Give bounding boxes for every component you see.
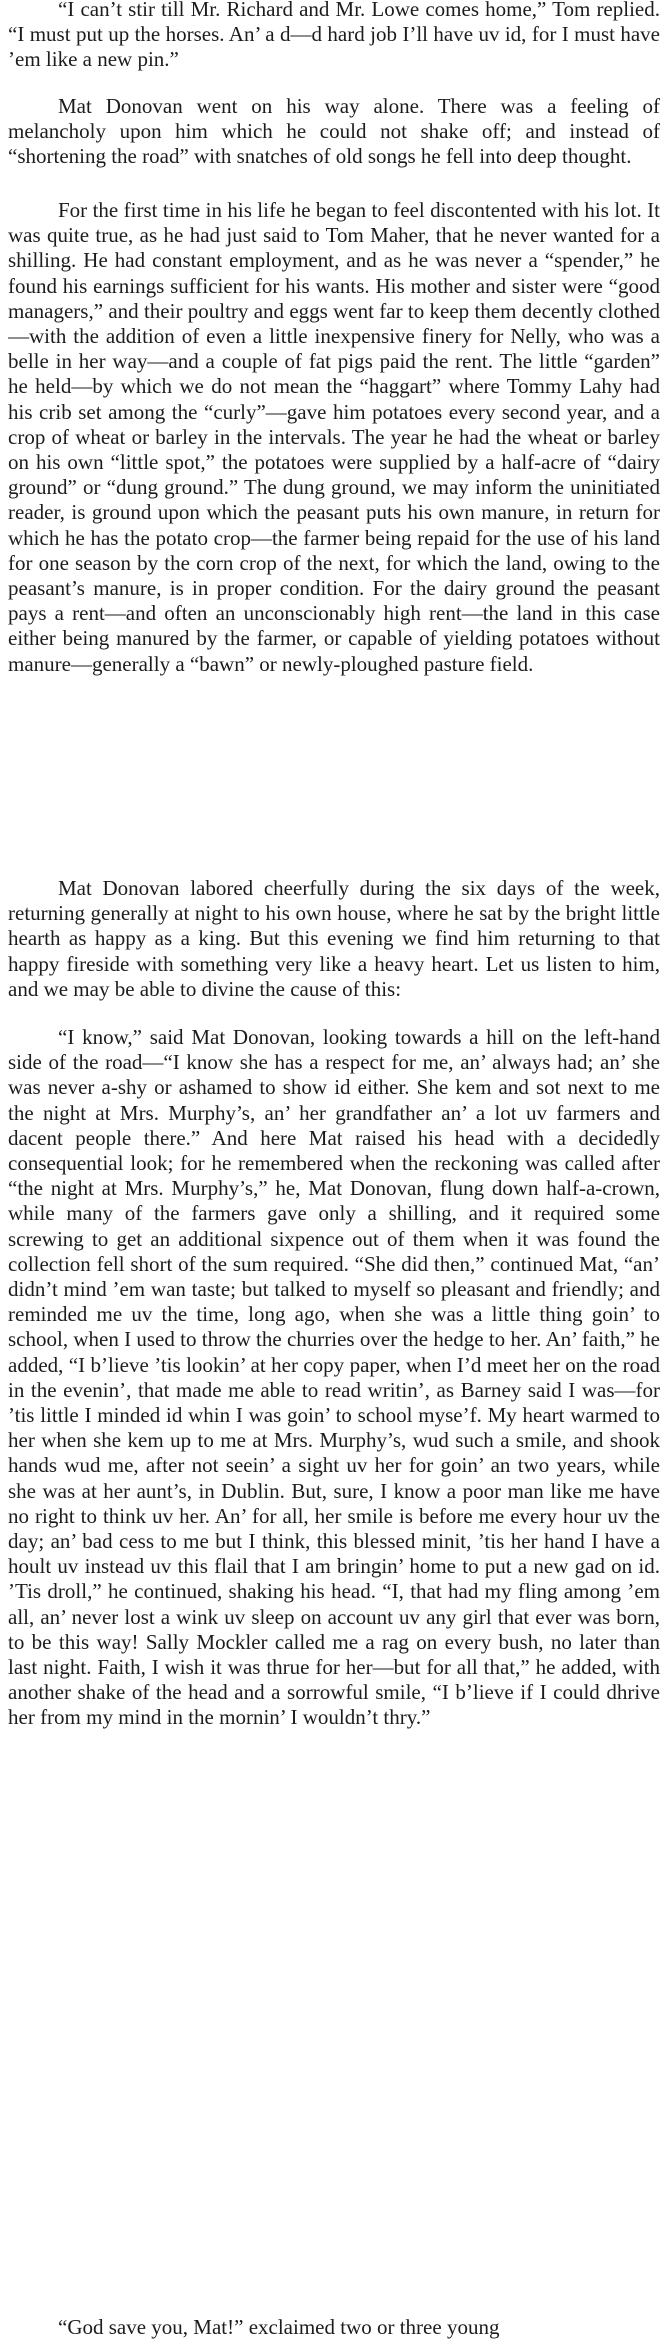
paragraph-discontent: For the first time in his life he began to feel discontented with his lot. It was quite true, as he had just said to Tom Maher, that he never wanted for a shilling. He had constant employment, and as he was never a “spender,” he found his earnings sufficient for his wants. His mother and sister were “good managers,” and their poultry and eggs went far to keep them decently clothed —with the addition of even a little inexpensive finery for Nelly, who was a belle in her way—and a couple of fat pigs paid the rent. The little “garden” he held—by which we do not mean the “haggart” where Tommy Lahy had his crib set among the “curly”—gave him potatoes every second year, and a crop of wheat or barley in the intervals. The year he had the wheat or barley on his own “little spot,” the potatoes were supplied by a half-acre of “dairy ground” or “dung ground.” The dung ground, we may inform the uninitiated reader, is ground upon which the peasant puts his own manure, in return for which he has the potato crop—the farmer being repaid for the use of his land for one season by the corn crop of the next, for which the land, owing to the peasant’s manure, is in proper condition. For the dairy ground the peasant pays a rent—and often an unconscionably high rent—the land in this case either being manured by the farmer, or capable of yielding potatoes without manure—generally a “bawn” or newly-ploughed pasture field. xyxy=(8,198,660,676)
book-page xyxy=(8,0,660,2344)
paragraph-mat-alone: Mat Donovan went on his way alone. There was a feeling of melancholy upon him which he could not shake off; and instead of “shortening the road” with snatches of old songs he fell into deep thought. xyxy=(8,94,660,169)
paragraph-labored: Mat Donovan labored cheerfully during the six days of the week, returning generally at night to his own house, where he sat by the bright little hearth as happy as a king. But this evening we find him returning to that happy fireside with something very like a heavy heart. Let us listen to him, and we may be able to divine the cause of this: xyxy=(8,876,660,1001)
paragraph-tom-reply: “I can’t stir till Mr. Richard and Mr. Lowe comes home,” Tom replied. “I must put up the horses. An’ a d—d hard job I’ll have uv id, for I must have ’em like a new pin.” xyxy=(8,0,660,72)
paragraph-god-save: “God save you, Mat!” exclaimed two or three young xyxy=(58,2315,500,2339)
paragraph-mat-speech: “I know,” said Mat Donovan, looking towards a hill on the left-hand side of the road—“I know she has a respect for me, an’ always had; an’ she was never a-shy or ashamed to show id either. She kem and sot next to me the night at Mrs. Murphy’s, an’ her grandfather an’ a lot uv farmers and dacent people there.” And here Mat raised his head with a decidedly consequential look; for he remembered when the reckoning was called after “the night at Mrs. Murphy’s,” he, Mat Donovan, flung down half-a-crown, while many of the farmers gave only a shilling, and it required some screwing to get an additional sixpence out of them when it was found the collection fell short of the sum required. “She did then,” continued Mat, “an’ didn’t mind ’em wan taste; but talked to myself so pleasant and friendly; and reminded me uv the time, long ago, when she was a little thing goin’ to school, when I used to throw the churries over the hedge to her. An’ faith,” he added, “I b’lieve ’tis lookin’ at her copy paper, when I’d meet her on the road in the evenin’, that made me able to read writin’, as Barney said I was—for ’tis little I minded id whin I was goin’ to school myse’f. My heart warmed to her when she kem up to me at Mrs. Murphy’s, wud such a smile, and shook hands wud me, after not seein’ a sight uv her for goin’ an two years, while she was at her aunt’s, in Dublin. But, sure, I know a poor man like me have no right to think uv her. An’ for all, her smile is before me every hour uv the day; an’ bad cess to me but I think, this blessed minit, ’tis her hand I have a hoult uv instead uv this flail that I am bringin’ home to put a new gad on id. ’Tis droll,” he continued, shaking his head. “I, that had my fling among ’em all, an’ never lost a wink uv sleep on account uv any girl that ever was born, to be this way! Sally Mockler called me a rag on every bush, no later than last night. Faith, I wish it was thrue for her—but for all that,” he added, with another shake of the head and a sorrowful smile, “I b’lieve if I could dhrive her from my mind in the mornin’ I wouldn’t thry.” xyxy=(8,1025,660,1730)
